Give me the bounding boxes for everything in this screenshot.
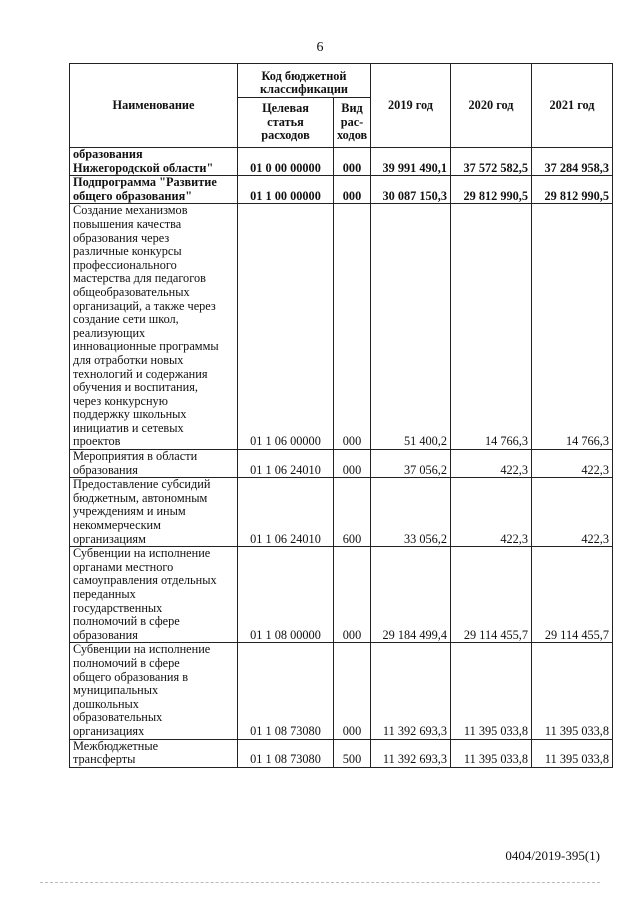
row-value-2021: 11 395 033,8 <box>532 643 613 739</box>
header-budget-code: Код бюджетной классификации <box>238 64 371 98</box>
document-code: 0404/2019-395(1) <box>505 848 600 863</box>
row-expense-type: 000 <box>334 547 371 643</box>
bottom-rule <box>40 882 600 883</box>
page-number: 6 <box>316 40 324 55</box>
row-value-2021: 422,3 <box>532 478 613 547</box>
header-target-item: Целевая статья расходов <box>238 98 334 148</box>
table-row <box>70 547 613 643</box>
row-name: Подпрограмма "Развитие общего образования" <box>70 176 238 204</box>
row-value-2021: 29 114 455,7 <box>532 547 613 643</box>
header-name: Наименование <box>70 64 238 148</box>
row-value-2021: 11 395 033,8 <box>532 739 613 767</box>
row-expense-type: 000 <box>334 176 371 204</box>
header-year-2020: 2020 год <box>451 64 532 148</box>
row-value-2020: 11 395 033,8 <box>451 739 532 767</box>
row-expense-type: 000 <box>334 148 371 176</box>
row-value-2020: 37 572 582,5 <box>451 148 532 176</box>
row-value-2020: 422,3 <box>451 478 532 547</box>
row-expense-type: 000 <box>334 450 371 478</box>
row-value-2019: 51 400,2 <box>371 204 451 450</box>
table-row <box>70 204 613 450</box>
row-value-2021: 14 766,3 <box>532 204 613 450</box>
row-expense-type: 600 <box>334 478 371 547</box>
row-expense-type: 500 <box>334 739 371 767</box>
row-target-item: 01 0 00 00000 <box>238 148 334 176</box>
row-target-item: 01 1 06 00000 <box>238 204 334 450</box>
row-value-2020: 14 766,3 <box>451 204 532 450</box>
table-row <box>70 450 613 478</box>
row-value-2019: 11 392 693,3 <box>371 739 451 767</box>
table-row <box>70 148 613 176</box>
row-value-2021: 29 812 990,5 <box>532 176 613 204</box>
row-value-2020: 422,3 <box>451 450 532 478</box>
row-name: Предоставление субсидий бюджетным, автономным учреждениям и иным некоммерческим организациям <box>70 478 238 547</box>
row-value-2021: 422,3 <box>532 450 613 478</box>
row-value-2019: 29 184 499,4 <box>371 547 451 643</box>
row-expense-type: 000 <box>334 643 371 739</box>
row-name: Мероприятия в области образования <box>70 450 238 478</box>
row-value-2019: 37 056,2 <box>371 450 451 478</box>
row-value-2021: 37 284 958,3 <box>532 148 613 176</box>
table-row <box>70 176 613 204</box>
table-body <box>70 148 613 768</box>
table-row <box>70 739 613 767</box>
row-expense-type: 000 <box>334 204 371 450</box>
row-value-2020: 29 812 990,5 <box>451 176 532 204</box>
table-row <box>70 478 613 547</box>
row-name: Создание механизмов повышения качества образования через различные конкурсы профессионального мастерства для педагогов общеобразовательных организаций, а также через создание сети школ, реализующих инновационные программы для отработки новых технологий и содержания обучения и воспитания, через конкурсную поддержку школьных инициатив и сетевых проектов <box>70 204 238 450</box>
row-target-item: 01 1 06 24010 <box>238 450 334 478</box>
row-target-item: 01 1 08 00000 <box>238 547 334 643</box>
header-year-2021: 2021 год <box>532 64 613 148</box>
row-target-item: 01 1 08 73080 <box>238 739 334 767</box>
row-value-2020: 29 114 455,7 <box>451 547 532 643</box>
budget-table <box>69 63 613 768</box>
table-row <box>70 643 613 739</box>
row-name: образования Нижегородской области" <box>70 148 238 176</box>
row-value-2019: 39 991 490,1 <box>371 148 451 176</box>
row-target-item: 01 1 00 00000 <box>238 176 334 204</box>
row-target-item: 01 1 08 73080 <box>238 643 334 739</box>
row-name: Субвенции на исполнение органами местного самоуправления отдельных переданных государственных полномочий в сфере образования <box>70 547 238 643</box>
row-value-2019: 30 087 150,3 <box>371 176 451 204</box>
row-name: Субвенции на исполнение полномочий в сфере общего образования в муниципальных дошкольных образовательных организациях <box>70 643 238 739</box>
row-name: Межбюджетные трансферты <box>70 739 238 767</box>
header-year-2019: 2019 год <box>371 64 451 148</box>
row-target-item: 01 1 06 24010 <box>238 478 334 547</box>
header-expense-type: Вид рас- ходов <box>334 98 371 148</box>
row-value-2020: 11 395 033,8 <box>451 643 532 739</box>
row-value-2019: 11 392 693,3 <box>371 643 451 739</box>
row-value-2019: 33 056,2 <box>371 478 451 547</box>
